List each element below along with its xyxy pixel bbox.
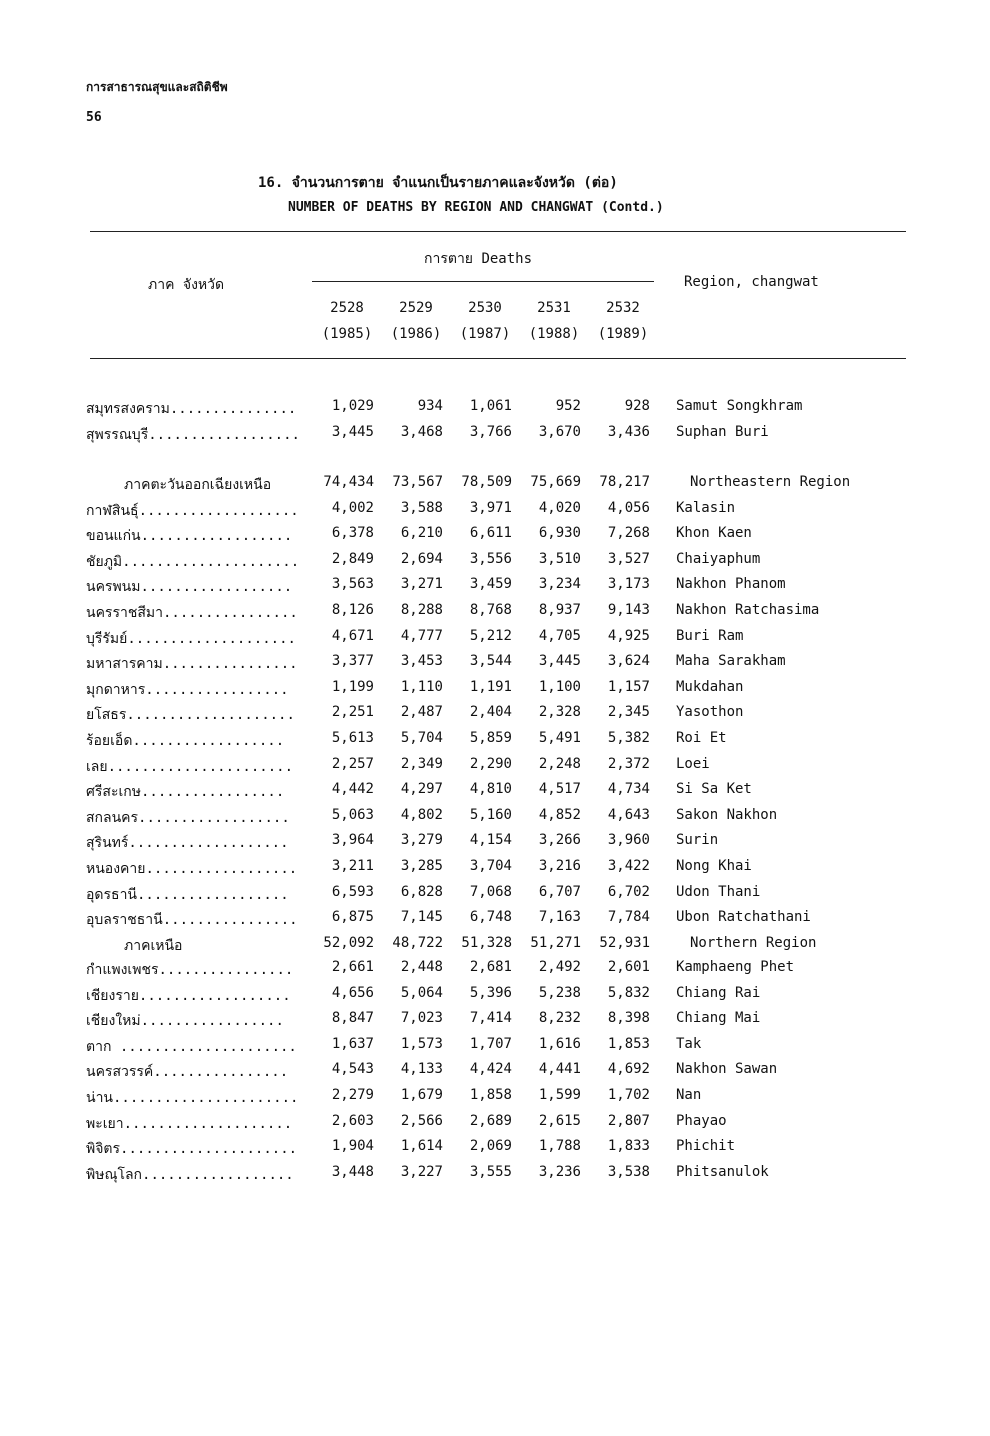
province-english: Udon Thani [676,883,761,900]
year-be: 2529 [399,300,433,316]
deaths-value: 7,784 [607,909,650,926]
deaths-value: 1,858 [469,1087,512,1103]
table-row [0,730,990,755]
year-be: 2530 [468,300,502,316]
province-english: Nan [676,1087,702,1103]
deaths-value: 3,624 [607,653,650,670]
deaths-value: 1,904 [331,1138,374,1155]
province-thai: อุดรธานี.................. [86,886,289,903]
deaths-value: 1,110 [400,678,443,695]
table-row [0,756,990,781]
province-thai: อุบลราชธานี................ [86,912,298,929]
year-be: 2531 [537,300,571,316]
deaths-value: 3,377 [331,653,374,670]
deaths-value: 5,382 [607,730,650,746]
deaths-value: 4,441 [538,1061,581,1078]
deaths-value: 3,527 [607,550,650,567]
deaths-value: 78,509 [461,474,512,490]
deaths-value: 3,445 [538,653,581,670]
province-thai: พิษณุโลก.................. [86,1166,294,1183]
deaths-value: 73,567 [392,474,443,490]
table-title-english: NUMBER OF DEATHS BY REGION AND CHANGWAT (Contd.) [288,200,664,215]
province-english: Mukdahan [676,678,744,695]
deaths-value: 1,191 [469,678,512,695]
deaths-value: 4,734 [607,781,650,798]
deaths-value: 1,679 [400,1087,443,1103]
deaths-value: 3,266 [538,832,581,849]
province-thai: ตาก ..................... [86,1038,297,1055]
year-ce: (1986) [390,326,442,342]
deaths-value: 2,681 [469,959,512,975]
deaths-value: 3,271 [400,576,443,593]
deaths-value: 3,704 [469,858,512,874]
province-thai: เชียงราย.................. [86,987,291,1004]
deaths-value: 1,599 [538,1087,581,1103]
deaths-value: 5,064 [400,984,443,1001]
deaths-value: 3,510 [538,550,581,567]
year-ce: (1985) [321,326,373,342]
table-row [0,679,990,704]
province-english: Nakhon Sawan [676,1061,778,1078]
deaths-value: 4,056 [607,499,650,516]
deaths-value: 1,199 [331,678,374,695]
deaths-value: 3,964 [331,832,374,849]
deaths-value: 2,404 [469,704,512,721]
deaths-value: 2,345 [607,704,650,721]
top-rule [90,231,906,232]
deaths-value: 1,100 [538,678,581,695]
deaths-value: 3,544 [469,653,512,670]
province-thai: สุพรรณบุรี.................. [86,426,300,443]
deaths-value: 5,832 [607,984,650,1001]
deaths-value: 6,702 [607,883,650,900]
province-thai: พิจิตร..................... [86,1141,298,1158]
table-title-thai: 16. จำนวนการตาย จำแนกเป็นรายภาคและจังหวัด (ต่อ) [258,175,618,191]
deaths-value: 5,063 [331,806,374,823]
table-row [0,858,990,883]
deaths-value: 3,459 [469,576,512,593]
deaths-value: 5,704 [400,730,443,746]
deaths-value: 6,593 [331,883,374,900]
deaths-value: 5,859 [469,730,512,746]
deaths-value: 4,777 [400,627,443,644]
deaths-value: 2,279 [331,1087,374,1103]
deaths-value: 2,290 [469,755,512,772]
province-thai: นครพนม.................. [86,579,293,596]
table-row [0,576,990,601]
province-english: Yasothon [676,704,744,721]
deaths-value: 8,126 [331,602,374,618]
table-row [0,985,990,1010]
year-ce: (1989) [597,326,649,342]
table-row [0,500,990,525]
province-english: Nakhon Ratchasima [676,602,820,618]
province-english: Northern Region [690,934,817,951]
deaths-value: 2,349 [400,755,443,772]
province-thai: เชียงใหม่................. [86,1013,284,1030]
deaths-value: 7,023 [400,1010,443,1027]
table-row [0,551,990,576]
deaths-value: 3,960 [607,832,650,849]
deaths-value: 6,378 [331,525,374,542]
province-english: Si Sa Ket [676,781,752,798]
deaths-value: 3,588 [400,499,443,516]
deaths-value: 3,766 [469,423,512,440]
deaths-value: 1,573 [400,1035,443,1052]
deaths-value: 3,436 [607,423,650,440]
deaths-value: 2,849 [331,550,374,567]
deaths-value: 7,163 [538,909,581,926]
deaths-value: 3,173 [607,576,650,593]
deaths-value: 51,271 [530,934,581,951]
year-ce: (1988) [528,326,580,342]
province-thai: ภาคเหนือ [124,937,183,954]
deaths-value: 2,069 [469,1138,512,1155]
province-english: Phayao [676,1112,727,1129]
table-row [0,1036,990,1061]
column-header-english: Region, changwat [684,274,819,290]
deaths-value: 2,487 [400,704,443,721]
deaths-value: 1,061 [469,398,512,414]
deaths-value: 8,847 [331,1010,374,1027]
table-row [0,1061,990,1086]
province-english: Ubon Ratchathani [676,909,811,926]
table-row [0,525,990,550]
province-thai: ขอนแก่น.................. [86,528,293,545]
deaths-value: 2,448 [400,959,443,975]
deaths-value: 2,689 [469,1112,512,1129]
province-english: Phitsanulok [676,1163,769,1180]
deaths-value: 3,211 [331,858,374,874]
province-english: Kalasin [676,499,736,516]
region-row [0,935,990,960]
province-thai: นครสวรรค์................ [86,1064,289,1081]
deaths-value: 78,217 [599,474,650,490]
deaths-value: 4,810 [469,781,512,798]
deaths-value: 3,556 [469,550,512,567]
deaths-value: 1,833 [607,1138,650,1155]
deaths-value: 3,236 [538,1163,581,1180]
column-header-deaths: การตาย Deaths [424,251,533,267]
deaths-value: 3,453 [400,653,443,670]
deaths-value: 3,670 [538,423,581,440]
deaths-value: 1,157 [607,678,650,695]
deaths-value: 3,285 [400,858,443,874]
province-english: Chiang Rai [676,984,761,1001]
deaths-value: 4,671 [331,627,374,644]
province-english: Phichit [676,1138,736,1155]
table-row [0,424,990,449]
deaths-value: 4,424 [469,1061,512,1078]
year-ce: (1987) [459,326,511,342]
province-thai: ชัยภูมิ..................... [86,553,300,570]
deaths-value: 2,492 [538,959,581,975]
province-thai: มุกดาหาร................. [86,681,289,698]
table-row [0,602,990,627]
deaths-value: 52,092 [323,934,374,951]
table-row [0,781,990,806]
deaths-value: 1,637 [331,1035,374,1052]
deaths-value: 4,692 [607,1061,650,1078]
deaths-value: 4,133 [400,1061,443,1078]
deaths-value: 5,491 [538,730,581,746]
deaths-value: 2,661 [331,959,374,975]
table-row [0,1113,990,1138]
deaths-value: 75,669 [530,474,581,490]
deaths-value: 8,398 [607,1010,650,1027]
province-english: Chiang Mai [676,1010,761,1027]
year-be: 2528 [330,300,364,316]
deaths-value: 2,615 [538,1112,581,1129]
deaths-value: 7,068 [469,883,512,900]
deaths-value: 5,613 [331,730,374,746]
deaths-value: 4,543 [331,1061,374,1078]
deaths-value: 3,468 [400,423,443,440]
province-thai: ร้อยเอ็ด.................. [86,733,285,749]
deaths-value: 1,702 [607,1087,650,1103]
deaths-value: 48,722 [392,934,443,951]
deaths-value: 52,931 [599,934,650,951]
spanner-rule [312,281,654,282]
deaths-value: 2,603 [331,1112,374,1129]
deaths-value: 8,232 [538,1010,581,1027]
province-english: Samut Songkhram [676,398,803,414]
header-bottom-rule [90,358,906,359]
deaths-value: 4,656 [331,984,374,1001]
table-row [0,959,990,984]
table-row [0,1138,990,1163]
province-thai: กำแพงเพชร................ [86,962,294,978]
deaths-value: 5,396 [469,984,512,1001]
table-row [0,884,990,909]
deaths-value: 1,853 [607,1035,650,1052]
deaths-value: 1,029 [331,398,374,414]
province-thai: พะเยา.................... [86,1115,293,1132]
deaths-value: 6,611 [469,525,512,542]
deaths-value: 3,234 [538,576,581,593]
deaths-value: 1,707 [469,1035,512,1052]
province-thai: สกลนคร.................. [86,809,290,826]
deaths-value: 2,566 [400,1112,443,1129]
province-thai: ยโสธร.................... [86,707,295,724]
running-header: การสาธารณสุขและสถิติชีพ [86,80,228,94]
deaths-value: 2,807 [607,1112,650,1129]
deaths-value: 4,297 [400,781,443,798]
deaths-value: 4,643 [607,806,650,823]
province-english: Loei [676,755,710,772]
deaths-value: 4,705 [538,627,581,644]
deaths-value: 1,614 [400,1138,443,1155]
deaths-value: 6,210 [400,525,443,542]
deaths-value: 6,930 [538,525,581,542]
province-english: Northeastern Region [690,474,851,490]
deaths-value: 928 [624,398,650,414]
page-number: 56 [86,110,102,125]
deaths-value: 3,538 [607,1163,650,1180]
province-english: Sakon Nakhon [676,806,778,823]
deaths-value: 1,616 [538,1035,581,1052]
deaths-value: 3,422 [607,858,650,874]
deaths-value: 3,448 [331,1163,374,1180]
province-english: Surin [676,832,719,849]
deaths-value: 1,788 [538,1138,581,1155]
deaths-value: 2,372 [607,755,650,772]
deaths-value: 5,238 [538,984,581,1001]
deaths-value: 51,328 [461,934,512,951]
deaths-value: 4,442 [331,781,374,798]
deaths-value: 2,248 [538,755,581,772]
province-english: Suphan Buri [676,423,769,440]
table-row [0,1164,990,1189]
province-english: Chaiyaphum [676,550,761,567]
deaths-value: 7,268 [607,525,650,542]
deaths-value: 934 [417,398,443,414]
deaths-value: 6,707 [538,883,581,900]
deaths-value: 3,216 [538,858,581,874]
deaths-value: 4,154 [469,832,512,849]
table-row [0,653,990,678]
deaths-value: 8,768 [469,602,512,618]
deaths-value: 4,020 [538,499,581,516]
province-english: Khon Kaen [676,525,752,542]
province-english: Roi Et [676,730,727,746]
deaths-value: 3,563 [331,576,374,593]
table-row [0,628,990,653]
table-row [0,398,990,423]
year-be: 2532 [606,300,640,316]
province-english: Nakhon Phanom [676,576,786,593]
province-thai: น่าน...................... [86,1090,299,1106]
deaths-value: 4,925 [607,627,650,644]
province-english: Tak [676,1035,702,1052]
province-thai: ภาคตะวันออกเฉียงเหนือ [124,477,272,493]
province-english: Buri Ram [676,627,744,644]
province-thai: บุรีรัมย์.................... [86,630,296,647]
deaths-value: 4,002 [331,499,374,516]
deaths-value: 2,251 [331,704,374,721]
deaths-value: 6,828 [400,883,443,900]
table-row [0,832,990,857]
province-english: Nong Khai [676,858,752,874]
province-thai: ศรีสะเกษ................. [86,784,285,801]
province-thai: นครราชสีมา................ [86,605,298,621]
deaths-value: 2,694 [400,550,443,567]
table-row [0,909,990,934]
deaths-value: 5,160 [469,806,512,823]
province-thai: มหาสารคาม................ [86,656,298,673]
deaths-value: 6,748 [469,909,512,926]
deaths-value: 7,145 [400,909,443,926]
region-row [0,474,990,499]
province-thai: กาฬสินธุ์................... [86,502,299,519]
deaths-value: 4,802 [400,806,443,823]
province-english: Maha Sarakham [676,653,786,670]
deaths-value: 2,328 [538,704,581,721]
column-header-thai: ภาค จังหวัด [148,277,225,293]
table-row [0,1087,990,1112]
deaths-value: 3,555 [469,1163,512,1180]
province-thai: หนองคาย.................. [86,861,298,877]
province-thai: สมุทรสงคราม............... [86,401,297,417]
deaths-value: 6,875 [331,909,374,926]
deaths-value: 4,852 [538,806,581,823]
province-thai: สุรินทร์................... [86,835,289,852]
deaths-value: 2,257 [331,755,374,772]
deaths-value: 3,971 [469,499,512,516]
deaths-value: 5,212 [469,627,512,644]
table-row [0,1010,990,1035]
deaths-value: 3,445 [331,423,374,440]
deaths-value: 4,517 [538,781,581,798]
deaths-value: 9,143 [607,602,650,618]
deaths-value: 3,279 [400,832,443,849]
deaths-value: 3,227 [400,1163,443,1180]
deaths-value: 2,601 [607,959,650,975]
table-row [0,807,990,832]
deaths-value: 952 [555,398,581,414]
deaths-value: 8,288 [400,602,443,618]
province-thai: เลย...................... [86,758,293,775]
deaths-value: 7,414 [469,1010,512,1027]
table-row [0,704,990,729]
deaths-value: 74,434 [323,474,374,490]
deaths-value: 8,937 [538,602,581,618]
province-english: Kamphaeng Phet [676,959,795,975]
